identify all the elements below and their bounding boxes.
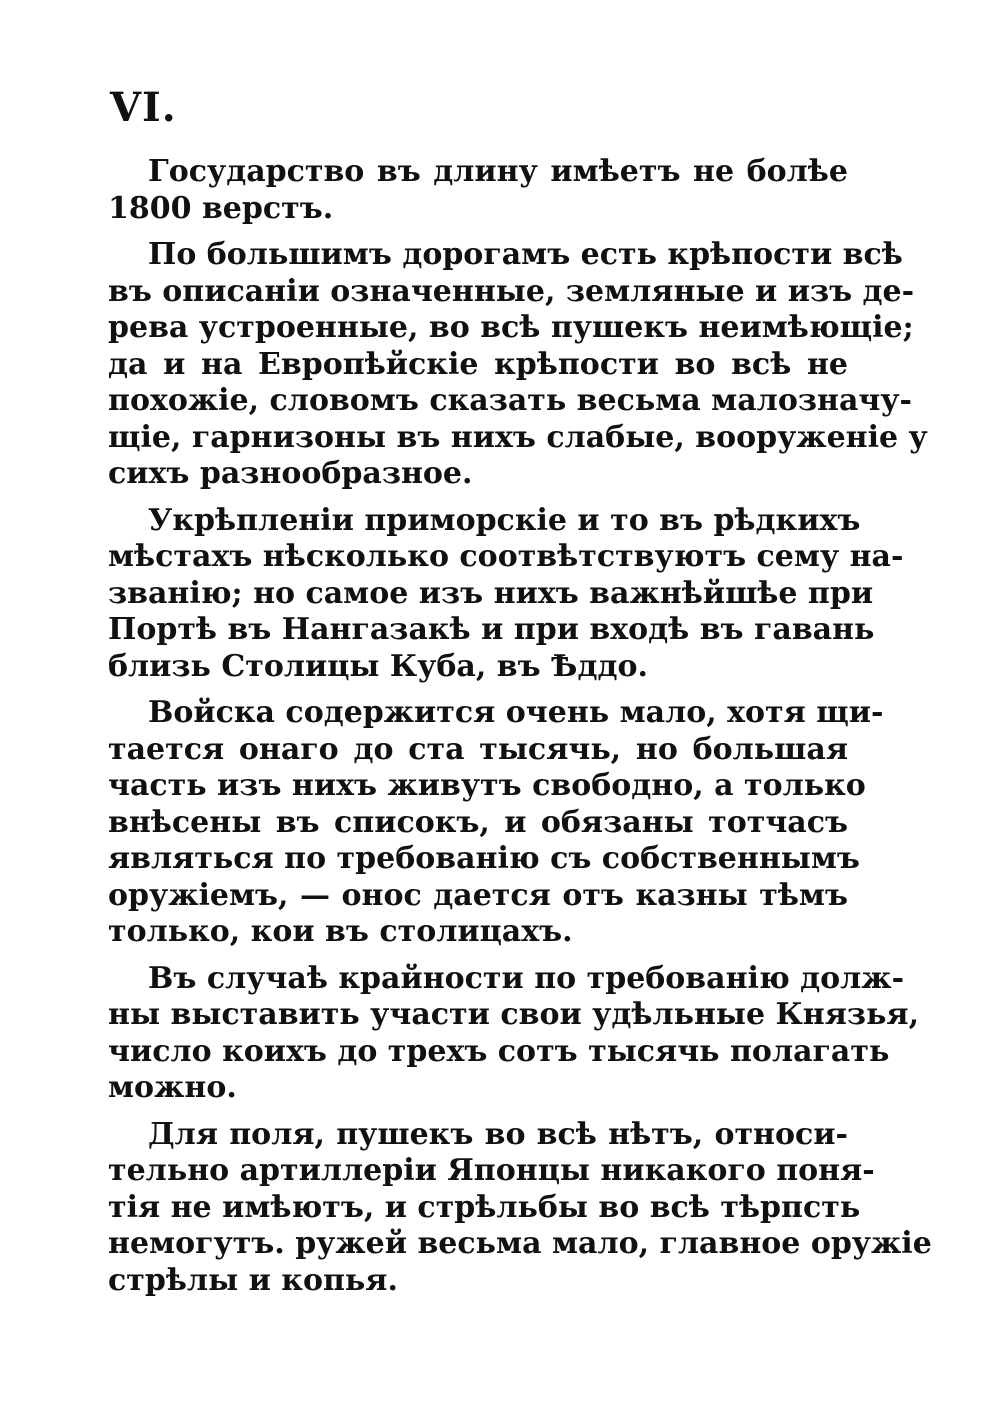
text-line: только, кои въ столицахъ. [108, 914, 573, 949]
text-line: 1800 верстъ. [108, 190, 334, 226]
text-line: тiя не имѣютъ, и стрѣльбы во всѣ тѣрпсть [108, 1189, 861, 1225]
text-line: да и на Европѣйскiе крѣпости во всѣ не [108, 346, 848, 382]
text-line: стрѣлы и копья. [108, 1262, 398, 1298]
page-body [108, 154, 932, 1309]
paragraph-4 [108, 695, 884, 951]
text-line: сихъ разнообразное. [108, 456, 473, 491]
text-line: щiе, гарнизоны въ нихъ слабые, вооруженiе у [108, 419, 928, 455]
text-line: число коихъ до трехъ сотъ тысячь полагать [108, 1033, 890, 1069]
paragraph-1 [108, 154, 848, 227]
text-line: Въ случаѣ крайности по требованiю долж- [148, 960, 905, 996]
text-line: тается онаго до ста тысячь, но большая [108, 731, 848, 767]
text-line: часть изъ нихъ живутъ свободно, а только [108, 768, 866, 803]
text-line: похожiе, словомъ сказать весьма малозначу- [108, 383, 912, 418]
text-line: можно. [108, 1070, 237, 1105]
text-line: ны выставить участи свои удѣльные Князья, [108, 997, 920, 1032]
text-line: Портѣ въ Нангазакѣ и при входѣ въ гавань [108, 612, 875, 647]
text-line: оружiемъ, — онос дается отъ казны тѣмъ [108, 877, 848, 913]
text-line: являться по требованiю съ собственнымъ [108, 841, 860, 876]
text-line: внѣсены въ списокъ, и обязаны тотчасъ [108, 804, 848, 840]
text-line: въ описанiи означенные, земляные и изъ де- [108, 273, 915, 309]
paragraph-3 [108, 502, 904, 686]
text-line: Для поля, пушекъ во всѣ нѣтъ, относи- [148, 1116, 848, 1152]
text-line: Укрѣпленiи приморскiе и то въ рѣдкихъ [148, 502, 861, 538]
paragraph-6 [108, 1116, 932, 1300]
text-line: По большимъ дорогамъ есть крѣпости всѣ [148, 237, 903, 272]
text-line: тельно артиллерiи Японцы никакого поня- [108, 1153, 875, 1188]
text-line: рева устроенные, во всѣ пушекъ неимѣющiе; [108, 310, 914, 345]
text-line: Войска содержится очень мало, хотя щи- [148, 695, 884, 730]
paragraph-2 [108, 237, 928, 493]
text-line: званiю; но самое изъ нихъ важнѣйшѣе при [108, 575, 874, 611]
text-line: близь Столицы Куба, въ Ѣддо. [108, 648, 648, 684]
text-line: немогутъ. ружей весьма мало, главное оружiе [108, 1226, 932, 1261]
text-line: мѣстахъ нѣсколько соотвѣтствуютъ сему на- [108, 539, 904, 574]
text-line: Государство въ длину имѣетъ не болѣе [148, 154, 848, 189]
page-number: VI. [110, 84, 177, 131]
paragraph-5 [108, 960, 920, 1107]
